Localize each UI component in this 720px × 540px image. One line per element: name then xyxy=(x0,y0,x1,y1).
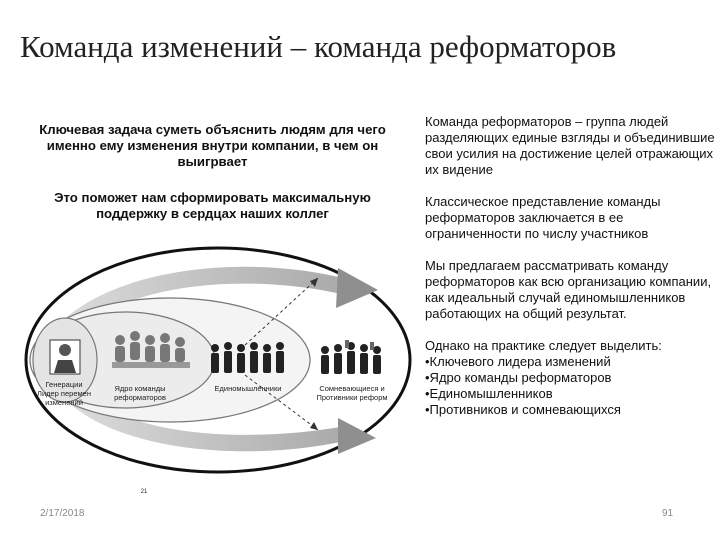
support-heading: Это поможет нам сформировать максимальную поддержку в сердцах наших коллег xyxy=(54,190,371,221)
practice-intro: Однако на практике следует выделить: xyxy=(425,338,662,353)
ellipses-graphic xyxy=(20,240,415,500)
leader-figure xyxy=(50,340,80,374)
proposal-paragraph: Мы предлагаем рассматривать команду реформаторов как всю организацию компании, как идеальный случай единомышленников работающих на общий результат. xyxy=(425,258,712,321)
page-number: 91 xyxy=(662,508,674,519)
slide-date: 2/17/2018 xyxy=(40,508,85,519)
roles-list xyxy=(425,354,717,418)
like-minded-label: Единомышленники xyxy=(214,384,282,393)
list-item: •Противников и сомневающихся xyxy=(425,402,621,417)
reformers-diagram xyxy=(20,240,415,505)
list-item: •Единомышленников xyxy=(425,386,553,401)
small-mark: 21 xyxy=(140,489,148,495)
right-text-column xyxy=(425,114,717,418)
leader-label: Генерации Лидер перемен изменений xyxy=(37,380,91,407)
definition-paragraph: Команда реформаторов – группа людей разделяющих единые взгляды и объединившие свои усилия на достижение целей отражающих их видение xyxy=(425,114,715,177)
core-label: Ядро команды реформаторов xyxy=(114,384,166,402)
key-task-heading: Ключевая задача суметь объяснить людям для чего именно ему изменения внутри компании, в чем он выигрвает xyxy=(39,122,386,169)
doubters-label: Сомневающиеся и Противники реформ xyxy=(316,384,388,402)
classic-view-paragraph: Классическое представление команды реформаторов заключается в ее ограниченности по числу участников xyxy=(425,194,661,241)
slide-title: Команда изменений – команда реформаторов xyxy=(20,29,617,64)
list-item: •Ключевого лидера изменений xyxy=(425,354,611,369)
list-item: •Ядро команды реформаторов xyxy=(425,370,612,385)
